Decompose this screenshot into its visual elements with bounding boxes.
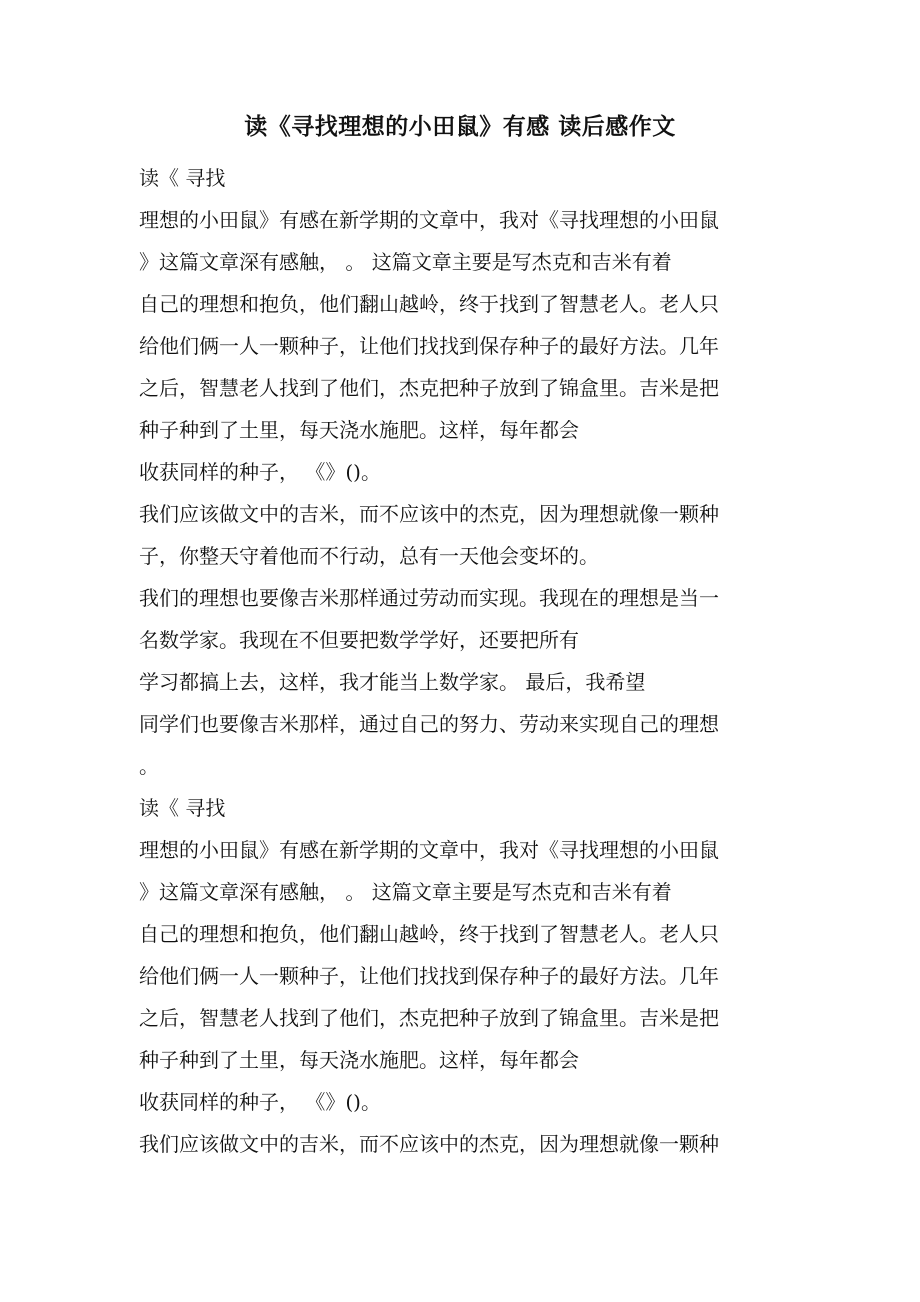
text-line: 理想的小田鼠》有感在新学期的文章中，我对《寻找理想的小田鼠 (139, 208, 719, 232)
text-line: 名数学家。我现在不但要把数学学好，还要把所有 (139, 628, 579, 652)
text-line: 同学们也要像吉米那样，通过自己的努力、劳动来实现自己的理想 (139, 712, 719, 736)
text-line: 我们应该做文中的吉米，而不应该中的杰克，因为理想就像一颗种 (139, 502, 719, 526)
text-line: 理想的小田鼠》有感在新学期的文章中，我对《寻找理想的小田鼠 (139, 838, 719, 862)
document-title: 读《寻找理想的小田鼠》有感 读后感作文 (244, 113, 676, 140)
text-line: 给他们俩一人一颗种子，让他们找找到保存种子的最好方法。几年 (139, 964, 719, 988)
text-line: 子，你整天守着他而不行动，总有一天他会变坏的。 (139, 544, 599, 568)
text-line: 之后，智慧老人找到了他们，杰克把种子放到了锦盒里。吉米是把 (139, 376, 719, 400)
text-line: 》这篇文章深有感触， 。 这篇文章主要是写杰克和吉米有着 (139, 250, 672, 274)
text-line: 种子种到了土里，每天浇水施肥。这样，每年都会 (139, 418, 579, 442)
text-line: 之后，智慧老人找到了他们，杰克把种子放到了锦盒里。吉米是把 (139, 1006, 719, 1030)
text-line: 种子种到了土里，每天浇水施肥。这样，每年都会 (139, 1048, 579, 1072)
text-line: 自己的理想和抱负，他们翻山越岭，终于找到了智慧老人。老人只 (139, 922, 719, 946)
text-line: 我们应该做文中的吉米，而不应该中的杰克，因为理想就像一颗种 (139, 1132, 719, 1156)
document-body (139, 157, 779, 1165)
text-line: 我们的理想也要像吉米那样通过劳动而实现。我现在的理想是当一 (139, 586, 719, 610)
text-line: 读《 寻找 (139, 166, 226, 190)
text-line: 收获同样的种子， 《》()。 (139, 460, 381, 484)
text-line: 。 (139, 754, 159, 778)
text-line: 读《 寻找 (139, 796, 226, 820)
text-line: 收获同样的种子， 《》()。 (139, 1090, 381, 1114)
text-line: 自己的理想和抱负，他们翻山越岭，终于找到了智慧老人。老人只 (139, 292, 719, 316)
text-line: 》这篇文章深有感触， 。 这篇文章主要是写杰克和吉米有着 (139, 880, 672, 904)
text-line: 学习都搞上去，这样，我才能当上数学家。 最后，我希望 (139, 670, 646, 694)
text-line: 给他们俩一人一颗种子，让他们找找到保存种子的最好方法。几年 (139, 334, 719, 358)
